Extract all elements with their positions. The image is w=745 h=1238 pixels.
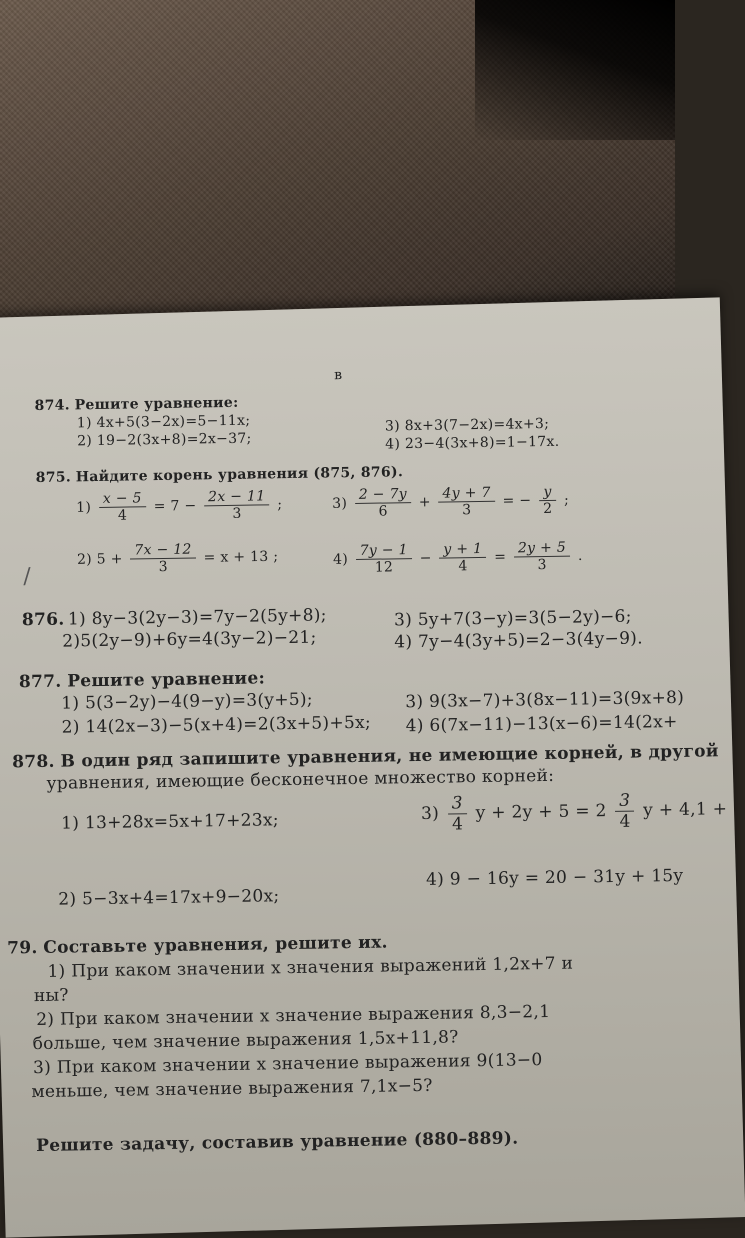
- denominator: 12: [374, 559, 394, 576]
- eq-876-4: 4) 7y−4(3y+5)=2−3(4y−9).: [394, 628, 644, 653]
- eq-875-2: [77, 540, 279, 576]
- problem-title: В один ряд запишите уравнения, не имеющие корней, в другой: [60, 741, 719, 772]
- eq-875-3: [332, 484, 569, 521]
- operator: −: [419, 550, 432, 567]
- problem-879-line-2: ны?: [33, 985, 69, 1007]
- eq-874-4: 4) 23−4(3x+8)=1−17x.: [385, 433, 560, 453]
- eq-878-3: [421, 789, 728, 835]
- end: ;: [277, 496, 283, 513]
- fraction: [356, 542, 413, 576]
- problem-878-title-2: уравнения, имеющие бесконечное множество корней:: [46, 765, 555, 794]
- end: = x + 13 ;: [203, 548, 279, 566]
- eq-874-2: 2) 19−2(3x+8)=2x−37;: [77, 430, 252, 450]
- dark-corner: [475, 0, 675, 140]
- end: y + 4,1 +: [643, 799, 728, 821]
- operator: +: [418, 494, 431, 511]
- label: 4): [332, 551, 349, 568]
- eq-878-4: 4) 9 − 16y = 20 − 31y + 15y: [425, 865, 684, 890]
- problem-879-line-5: 3) При каком значении x значение выражения 9(13−0: [32, 1050, 543, 1079]
- fraction: [438, 485, 495, 519]
- label: 3): [420, 803, 440, 824]
- problem-879-line-4: больше, чем значение выражения 1,5x+11,8?: [32, 1027, 459, 1055]
- fraction: [448, 793, 468, 834]
- numerator: 3: [448, 793, 467, 814]
- denominator: 6: [378, 503, 388, 520]
- denominator: 3: [158, 558, 169, 576]
- problem-874-header: [34, 395, 238, 414]
- fraction: [514, 540, 571, 574]
- problem-number: 878.: [12, 751, 55, 773]
- problem-number: 79.: [6, 938, 38, 959]
- numerator: 2x − 11: [204, 488, 270, 506]
- eq-876-1: 1) 8y−3(2y−3)=7y−2(5y+8);: [67, 605, 327, 630]
- fraction: [130, 541, 196, 575]
- middle: y + 2y + 5 = 2: [475, 801, 607, 824]
- numerator: 3: [615, 791, 634, 812]
- problem-title: Составьте уравнения, решите их.: [43, 932, 388, 958]
- denominator: 4: [117, 507, 128, 524]
- problem-number: 876.: [21, 609, 65, 631]
- eq-874-1: 1) 4x+5(3−2x)=5−11x;: [76, 412, 251, 432]
- middle: =: [494, 549, 507, 566]
- label: 3): [332, 495, 348, 512]
- fraction: [355, 486, 412, 520]
- numerator: 7x − 12: [130, 541, 196, 559]
- eq-876-2: 2)5(2y−9)+6y=4(3y−2)−21;: [62, 627, 317, 652]
- eq-874-3: 3) 8x+3(7−2x)=4x+3;: [384, 415, 550, 435]
- denominator: 4: [458, 558, 468, 575]
- fraction: [204, 488, 270, 522]
- middle: = 7 −: [153, 497, 197, 515]
- numerator: y + 1: [439, 541, 486, 559]
- end: .: [577, 547, 583, 564]
- denominator: 4: [451, 814, 464, 835]
- problem-title: Решите уравнение:: [74, 394, 239, 414]
- pencil-check-icon: /: [23, 564, 31, 590]
- eq-875-1: [76, 488, 283, 524]
- denominator: 2: [543, 500, 553, 518]
- fraction: [99, 490, 146, 524]
- problem-title: Найдите корень уравнения (875, 876).: [75, 464, 404, 486]
- eq-877-3: 3) 9(3x−7)+3(8x−11)=3(9x+8): [405, 687, 685, 713]
- end: ;: [563, 492, 570, 509]
- numerator: 4y + 7: [438, 485, 494, 503]
- numerator: y: [539, 484, 556, 501]
- middle: = −: [502, 492, 532, 510]
- problem-number: 877.: [18, 671, 62, 693]
- numerator: 2y + 5: [514, 540, 570, 558]
- problem-879-line-6: меньше, чем значение выражения 7,1x−5?: [31, 1075, 433, 1103]
- problem-877-header: [19, 668, 265, 692]
- label: 2) 5 +: [76, 551, 123, 568]
- eq-877-1: 1) 5(3−2y)−4(9−y)=3(y+5);: [61, 689, 314, 714]
- problem-number: 874.: [34, 397, 71, 414]
- denominator: 3: [537, 556, 547, 574]
- numerator: 7y − 1: [356, 542, 412, 560]
- eq-878-2: 2) 5−3x+4=17x+9−20x;: [58, 886, 280, 910]
- fraction: [439, 541, 486, 575]
- denominator: 4: [619, 811, 631, 832]
- problem-879-line-3: 2) При каком значении x значение выражения 8,3−2,1: [36, 1001, 551, 1031]
- section-footer: Решите задачу, составив уравнение (880–889).: [36, 1128, 519, 1157]
- eq-876-3: 3) 5y+7(3−y)=3(5−2y)−6;: [393, 606, 632, 631]
- page-marker: в: [334, 367, 343, 384]
- eq-875-4: [333, 539, 583, 576]
- label: 1): [76, 499, 92, 516]
- eq-877-4: 4) 6(7x−11)−13(x−6)=14(2x+: [405, 711, 678, 737]
- numerator: 2 − 7y: [355, 486, 411, 504]
- problem-number: 875.: [35, 469, 72, 486]
- problem-876-number: [22, 610, 65, 631]
- problem-title: Решите уравнение:: [67, 668, 266, 692]
- problem-879-line-1: 1) При каком значении x значения выражений 1,2x+7 и: [47, 953, 574, 982]
- eq-878-1: 1) 13+28x=5x+17+23x;: [61, 810, 279, 834]
- numerator: x − 5: [99, 490, 146, 508]
- denominator: 3: [462, 502, 472, 519]
- fraction: [615, 791, 635, 832]
- denominator: 3: [232, 505, 242, 522]
- eq-877-2: 2) 14(2x−3)−5(x+4)=2(3x+5)+5x;: [61, 712, 372, 738]
- fraction: [539, 484, 557, 517]
